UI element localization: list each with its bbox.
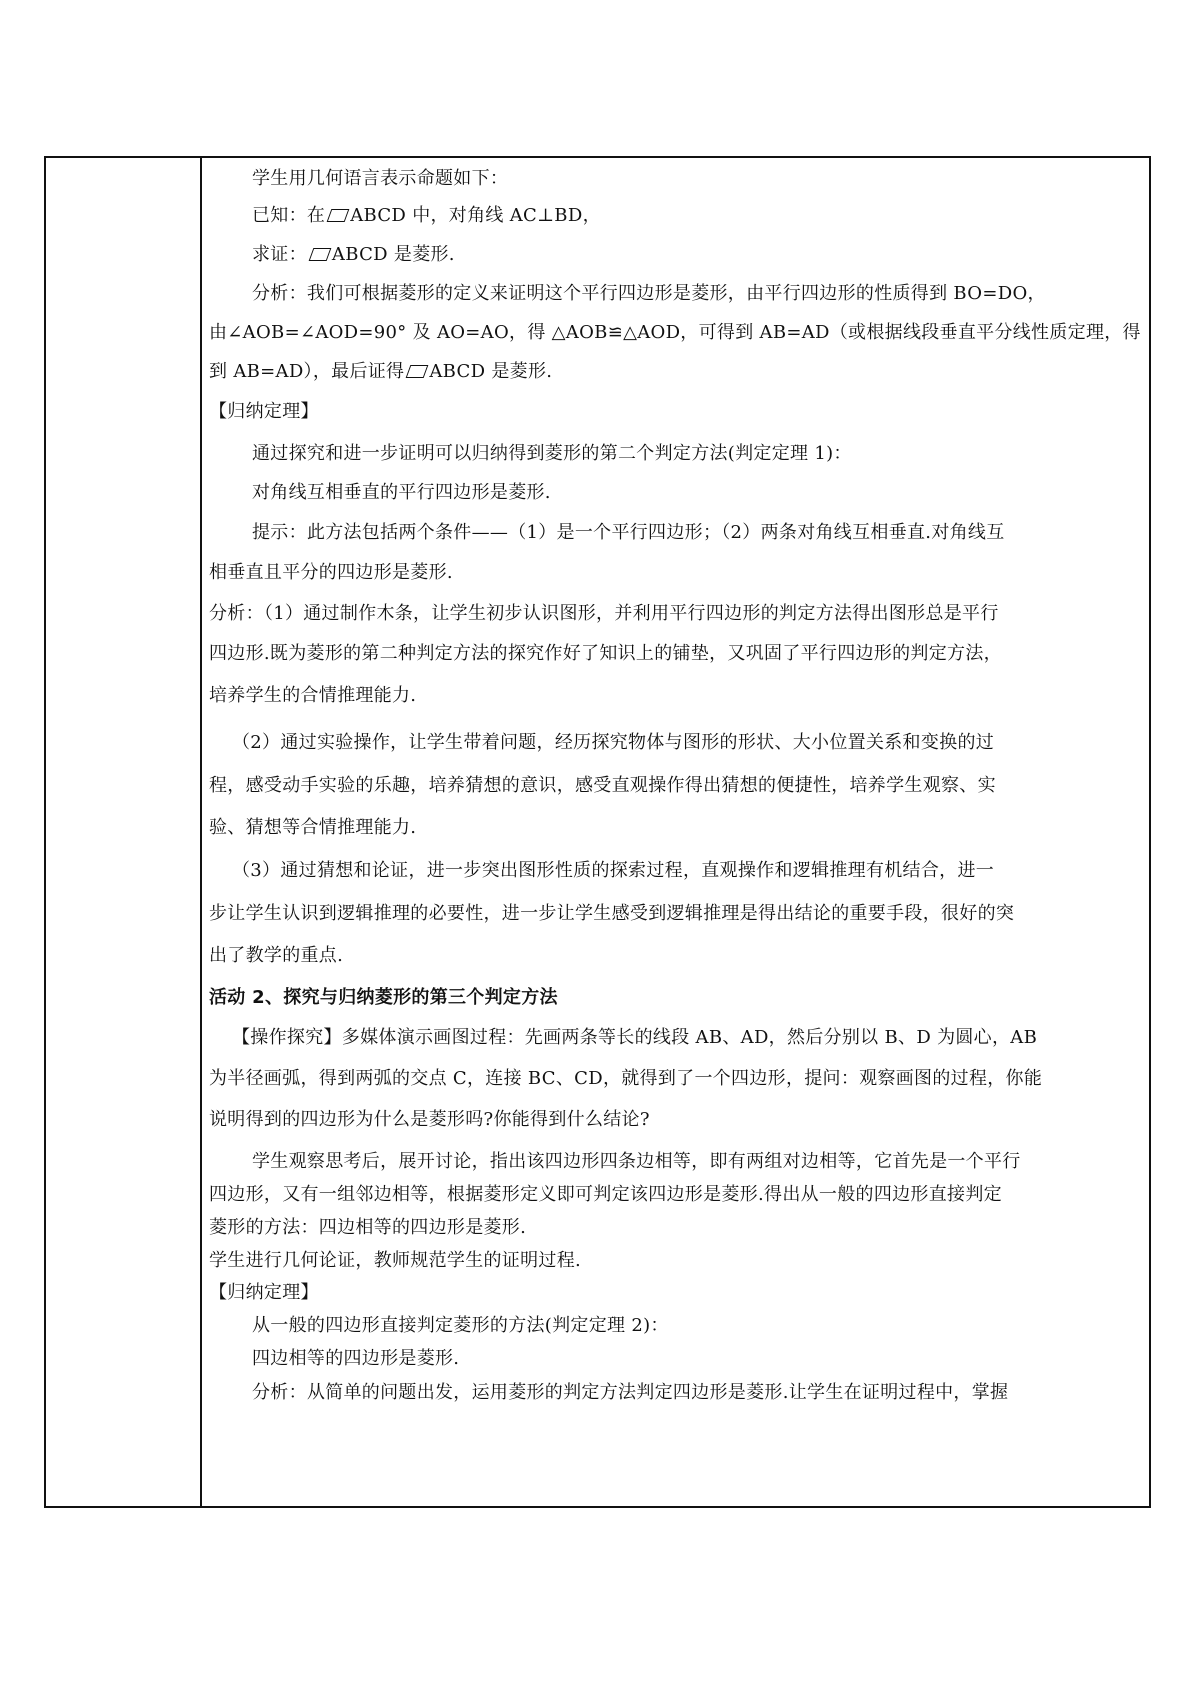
- text-line: 学生进行几何论证，教师规范学生的证明过程.: [209, 1250, 582, 1271]
- section-heading: 【归纳定理】: [209, 401, 319, 422]
- table-left-column: [46, 158, 202, 1506]
- text-line: 分析：（1）通过制作木条，让学生初步认识图形，并利用平行四边形的判定方法得出图形总是平行: [209, 603, 999, 624]
- table-content-column: [202, 158, 1149, 1506]
- text-line: 程，感受动手实验的乐趣，培养猜想的意识，感受直观操作得出猜想的便捷性，培养学生观察、实: [209, 775, 996, 796]
- text-line: 菱形的方法：四边相等的四边形是菱形.: [209, 1217, 527, 1238]
- text-line: 已知：在 ABCD 中，对角线 AC⊥BD，: [252, 205, 601, 226]
- text-line: 四边形.既为菱形的第二种判定方法的探究作好了知识上的铺垫，又巩固了平行四边形的判定方法，: [209, 643, 1002, 664]
- text-line: 四边形，又有一组邻边相等，根据菱形定义即可判定该四边形是菱形.得出从一般的四边形直接判定: [209, 1184, 1002, 1205]
- text-line: （2）通过实验操作，让学生带着问题，经历探究物体与图形的形状、大小位置关系和变换的过: [232, 732, 995, 753]
- parallelogram-icon: [327, 209, 350, 222]
- parallelogram-icon: [406, 365, 429, 378]
- text-line: 从一般的四边形直接判定菱形的方法(判定定理 2)：: [252, 1315, 669, 1336]
- text-line: 出了教学的重点.: [209, 945, 344, 966]
- text-line: 分析：从简单的问题出发，运用菱形的判定方法判定四边形是菱形.让学生在证明过程中，掌握: [252, 1382, 1009, 1403]
- text-line: 四边相等的四边形是菱形.: [252, 1348, 460, 1369]
- text-line: 【操作探究】多媒体演示画图过程：先画两条等长的线段 AB、AD，然后分别以 B、D 为圆心，AB: [232, 1027, 1038, 1048]
- text-line: 由∠AOB=∠AOD=90° 及 AO=AO，得 △AOB≌△AOD，可得到 AB=AD（或根据线段垂直平分线性质定理，得: [209, 322, 1141, 343]
- text-line: 求证： ABCD 是菱形.: [252, 244, 455, 265]
- text-line: 分析：我们可根据菱形的定义来证明这个平行四边形是菱形，由平行四边形的性质得到 BO=DO，: [252, 283, 1046, 304]
- text-line: 提示：此方法包括两个条件——（1）是一个平行四边形；（2）两条对角线互相垂直.对角线互: [252, 522, 1005, 543]
- text-line: 相垂直且平分的四边形是菱形.: [209, 562, 453, 583]
- text-line: 学生用几何语言表示命题如下：: [252, 168, 509, 189]
- text-line: 到 AB=AD），最后证得 ABCD 是菱形.: [209, 361, 553, 382]
- text-line: 验、猜想等合情推理能力.: [209, 817, 417, 838]
- parallelogram-icon: [309, 248, 332, 261]
- text-line: 步让学生认识到逻辑推理的必要性，进一步让学生感受到逻辑推理是得出结论的重要手段，很好的突: [209, 903, 1015, 924]
- text-line: （3）通过猜想和论证，进一步突出图形性质的探索过程，直观操作和逻辑推理有机结合，进一: [232, 860, 995, 881]
- section-heading: 【归纳定理】: [209, 1282, 319, 1303]
- text-line: 说明得到的四边形为什么是菱形吗?你能得到什么结论?: [209, 1109, 650, 1130]
- text-line: 学生观察思考后，展开讨论，指出该四边形四条边相等，即有两组对边相等，它首先是一个平行: [252, 1151, 1021, 1172]
- activity-heading: 活动 2、探究与归纳菱形的第三个判定方法: [209, 987, 558, 1008]
- text-line: 对角线互相垂直的平行四边形是菱形.: [252, 482, 551, 503]
- text-line: 通过探究和进一步证明可以归纳得到菱形的第二个判定方法(判定定理 1)：: [252, 443, 852, 464]
- text-line: 培养学生的合情推理能力.: [209, 685, 417, 706]
- text-line: 为半径画弧，得到两弧的交点 C，连接 BC、CD，就得到了一个四边形，提问：观察画图的过程，你能: [209, 1068, 1043, 1089]
- lesson-table: [44, 156, 1151, 1508]
